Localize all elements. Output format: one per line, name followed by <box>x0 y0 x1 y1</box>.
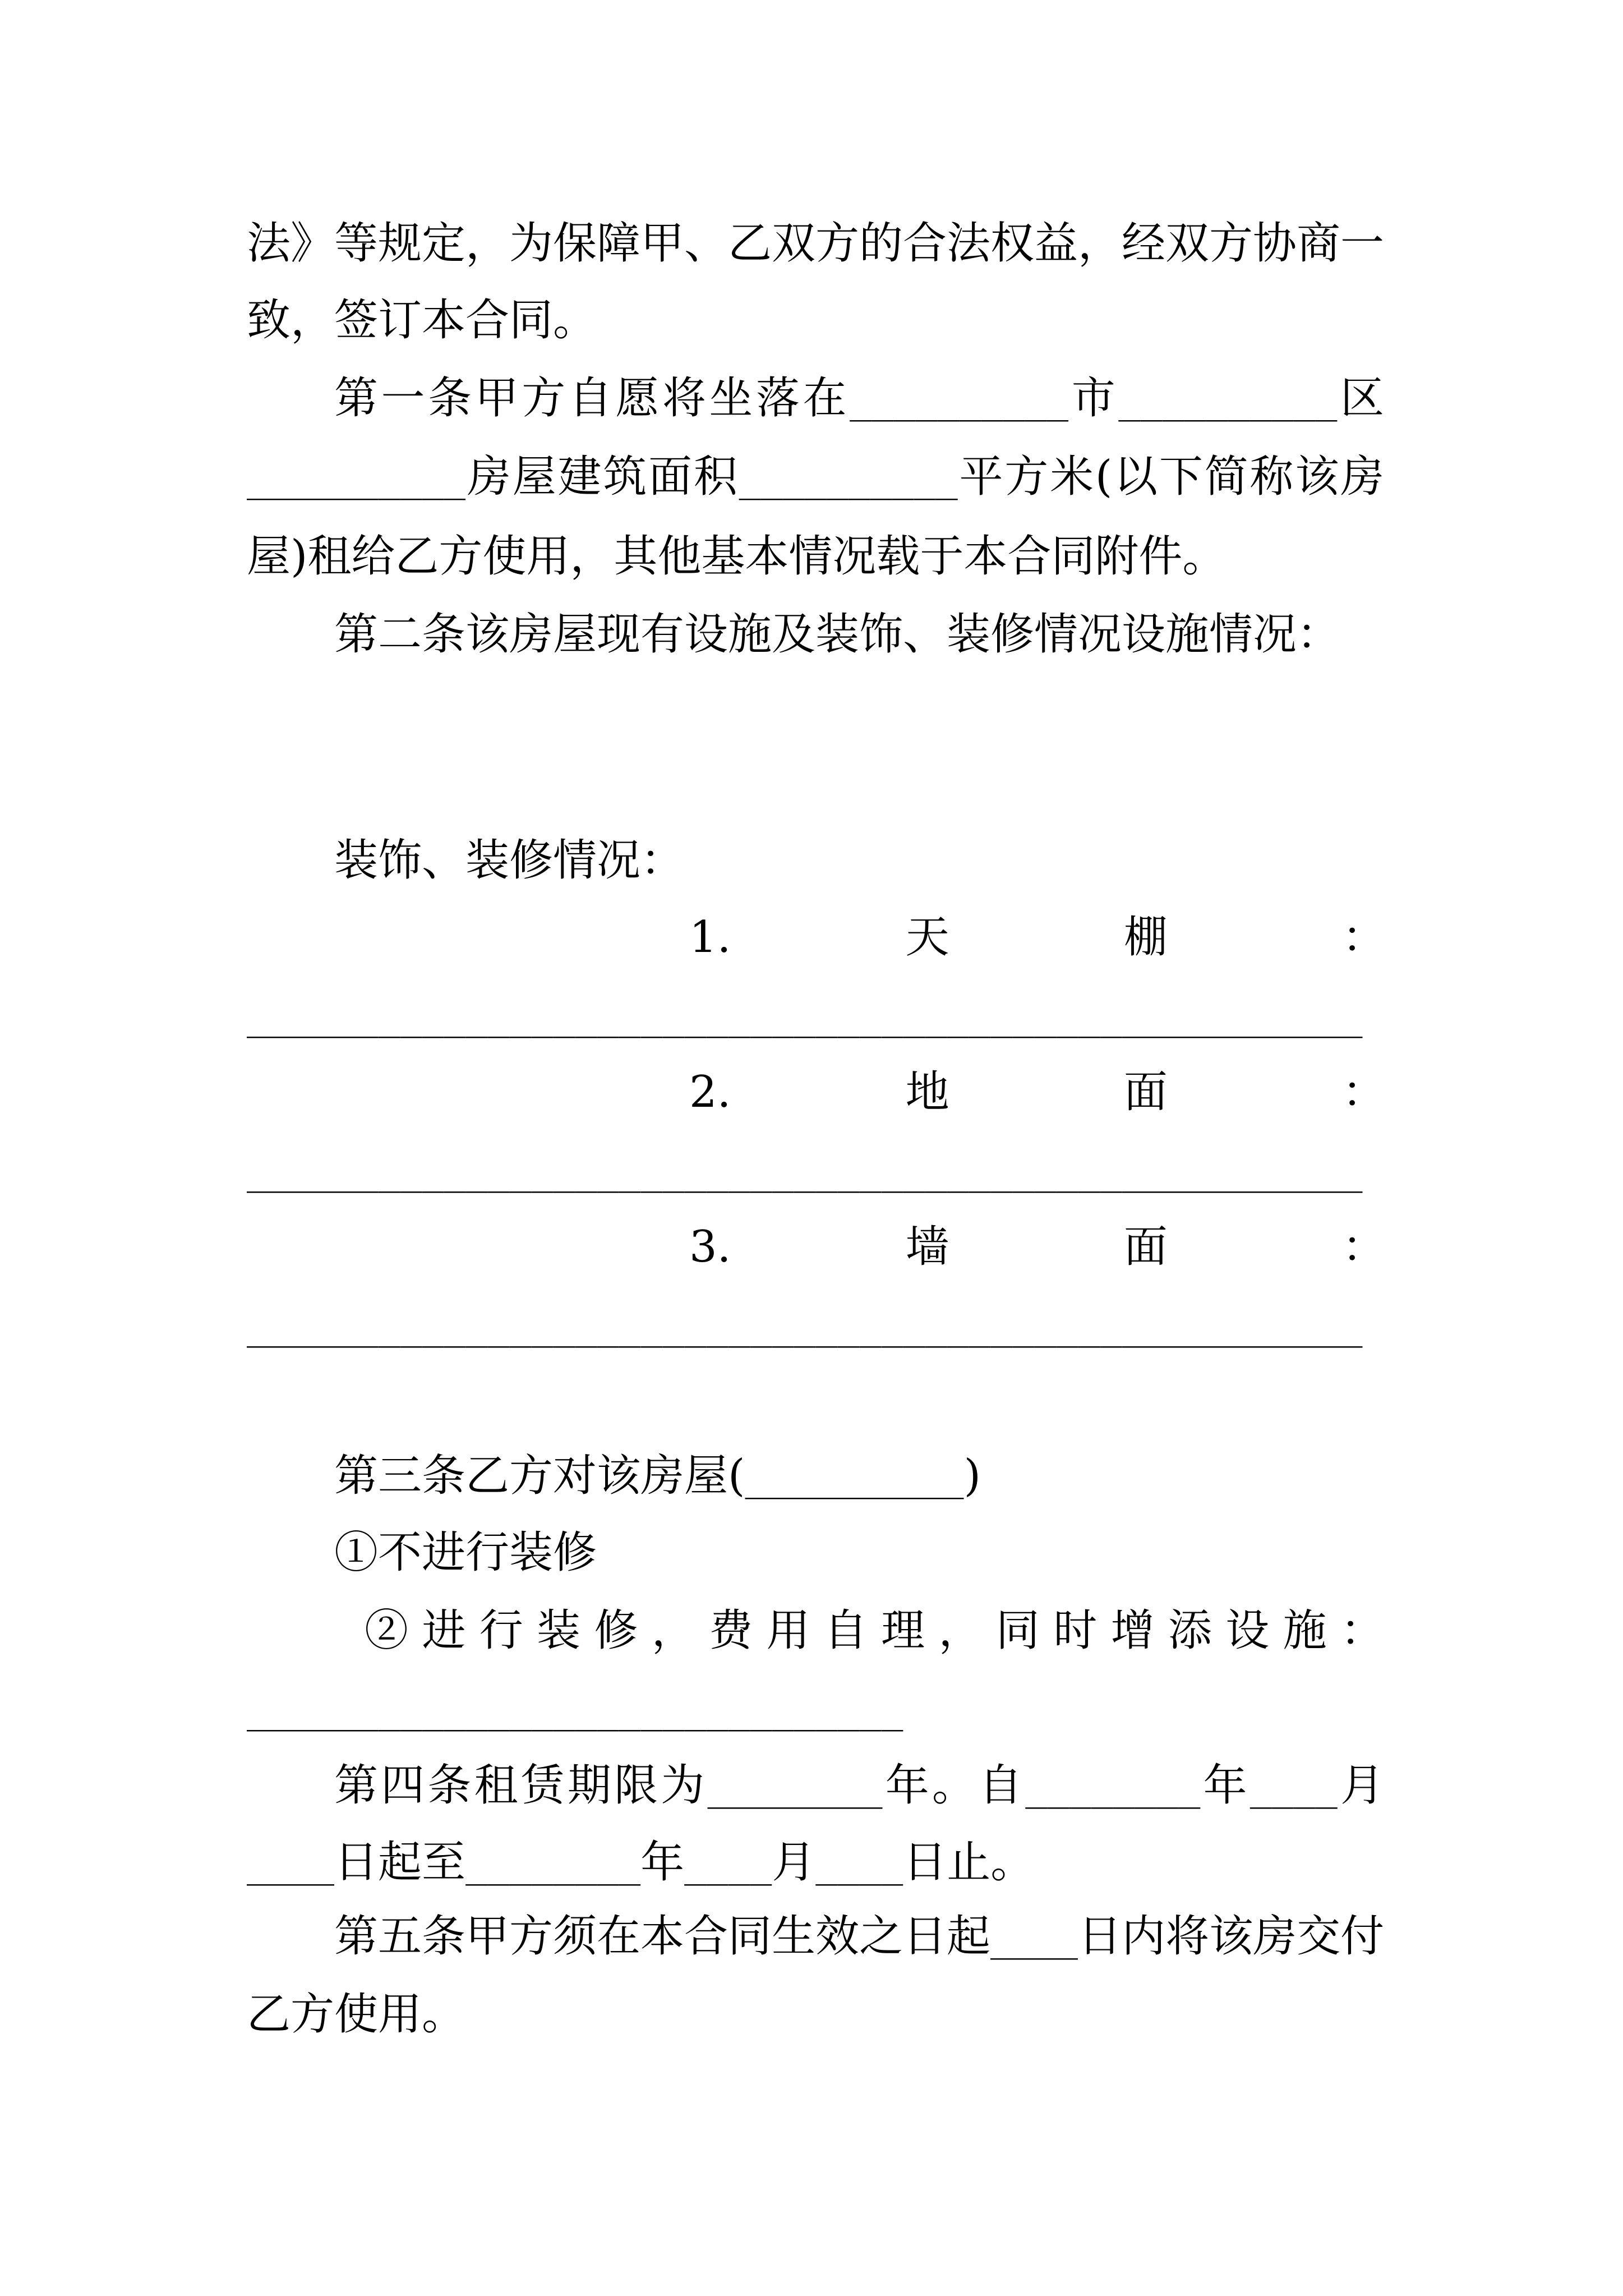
district-label: 区 <box>1337 373 1384 424</box>
start-day-text: 日起至 <box>334 1837 466 1888</box>
floor-blank-line <box>247 1131 1363 1208</box>
article5-handover-text: 日内将该房交付 <box>1078 1911 1385 1962</box>
wall-blank: ___________________________________________________ <box>247 1306 1363 1348</box>
article3-choice-blank: __________ <box>745 1457 964 1499</box>
decoration-heading: 装饰、装修情况： <box>334 835 685 886</box>
article3-option-1: ①不进行装修 <box>334 1527 597 1578</box>
item-colon: ： <box>1341 912 1386 963</box>
item-word: 棚 <box>1123 912 1168 963</box>
article1-line-1 <box>334 360 1384 437</box>
location-blank: __________ <box>247 458 466 500</box>
article3-heading-text: 第三条乙方对该房屋( <box>334 1451 745 1501</box>
article5-intro: 第五条甲方须在本合同生效之日起 <box>334 1911 991 1962</box>
decoration-item-floor <box>689 1053 1386 1131</box>
wall-blank-line <box>247 1286 1363 1363</box>
start-day-blank: ____ <box>247 1844 335 1886</box>
city-label: 市 <box>1068 373 1119 424</box>
article3-heading <box>334 1437 981 1515</box>
lease-years-blank: ________ <box>707 1767 883 1809</box>
article4-line-2 <box>247 1824 1034 1901</box>
article4-intro: 第四条租赁期限为 <box>334 1760 708 1811</box>
decoration-item-ceiling <box>689 899 1386 976</box>
lease-from-text: 年。自 <box>882 1760 1026 1811</box>
floor-blank: ___________________________________________________ <box>247 1151 1363 1193</box>
preamble-line-1: 法》等规定，为保障甲、乙双方的合法权益，经双方协商一 <box>247 218 1385 269</box>
facilities-blank: ______________________________ <box>247 1690 903 1732</box>
item-number: 2. <box>689 1067 731 1117</box>
article4-line-1 <box>334 1747 1384 1824</box>
end-day-text: 日止。 <box>903 1837 1035 1888</box>
end-month-blank: ____ <box>684 1844 772 1886</box>
article3-option-2: ②进行装修，费用自理，同时增添设施： <box>365 1605 1384 1656</box>
item-word: 天 <box>905 912 949 963</box>
article2-heading: 第二条该房屋现有设施及装饰、装修情况设施情况： <box>334 609 1341 660</box>
month-label: 月 <box>1337 1760 1384 1811</box>
handover-days-blank: ____ <box>990 1918 1078 1960</box>
decoration-item-wall <box>689 1208 1386 1286</box>
district-blank: __________ <box>1118 380 1338 422</box>
item-colon: ： <box>1341 1067 1386 1117</box>
area-blank: __________ <box>739 458 958 500</box>
item-word: 面 <box>1123 1222 1168 1272</box>
item-number: 3. <box>689 1222 731 1272</box>
facilities-blank-line <box>247 1669 903 1747</box>
article1-line-2 <box>247 438 1384 516</box>
end-year-blank: ________ <box>465 1844 641 1886</box>
item-colon: ： <box>1341 1222 1386 1272</box>
ceiling-blank: ___________________________________________________ <box>247 996 1363 1038</box>
start-month-blank: ____ <box>1249 1767 1338 1809</box>
item-word: 墙 <box>905 1222 949 1272</box>
item-number: 1. <box>689 912 731 963</box>
item-word: 地 <box>905 1067 949 1117</box>
article3-heading-close: ) <box>963 1451 981 1501</box>
end-day-blank: ____ <box>815 1844 903 1886</box>
start-year-blank: ________ <box>1025 1767 1201 1809</box>
city-blank: __________ <box>850 380 1069 422</box>
month-label: 月 <box>772 1837 816 1888</box>
year-label: 年 <box>1200 1760 1250 1811</box>
article5-line-2: 乙方使用。 <box>247 1989 466 2040</box>
area-unit-text: 平方米(以下简称该房 <box>957 452 1384 502</box>
article5-line-1 <box>334 1898 1384 1975</box>
preamble-line-2: 致，签订本合同。 <box>247 295 597 346</box>
article1-intro: 第一条甲方自愿将坐落在 <box>334 373 850 424</box>
article1-line-3: 屋)租给乙方使用，其他基本情况载于本合同附件。 <box>247 531 1227 582</box>
ceiling-blank-line <box>247 976 1363 1053</box>
year-label: 年 <box>640 1837 685 1888</box>
item-word: 面 <box>1123 1067 1168 1117</box>
area-label: 房屋建筑面积 <box>465 452 739 502</box>
